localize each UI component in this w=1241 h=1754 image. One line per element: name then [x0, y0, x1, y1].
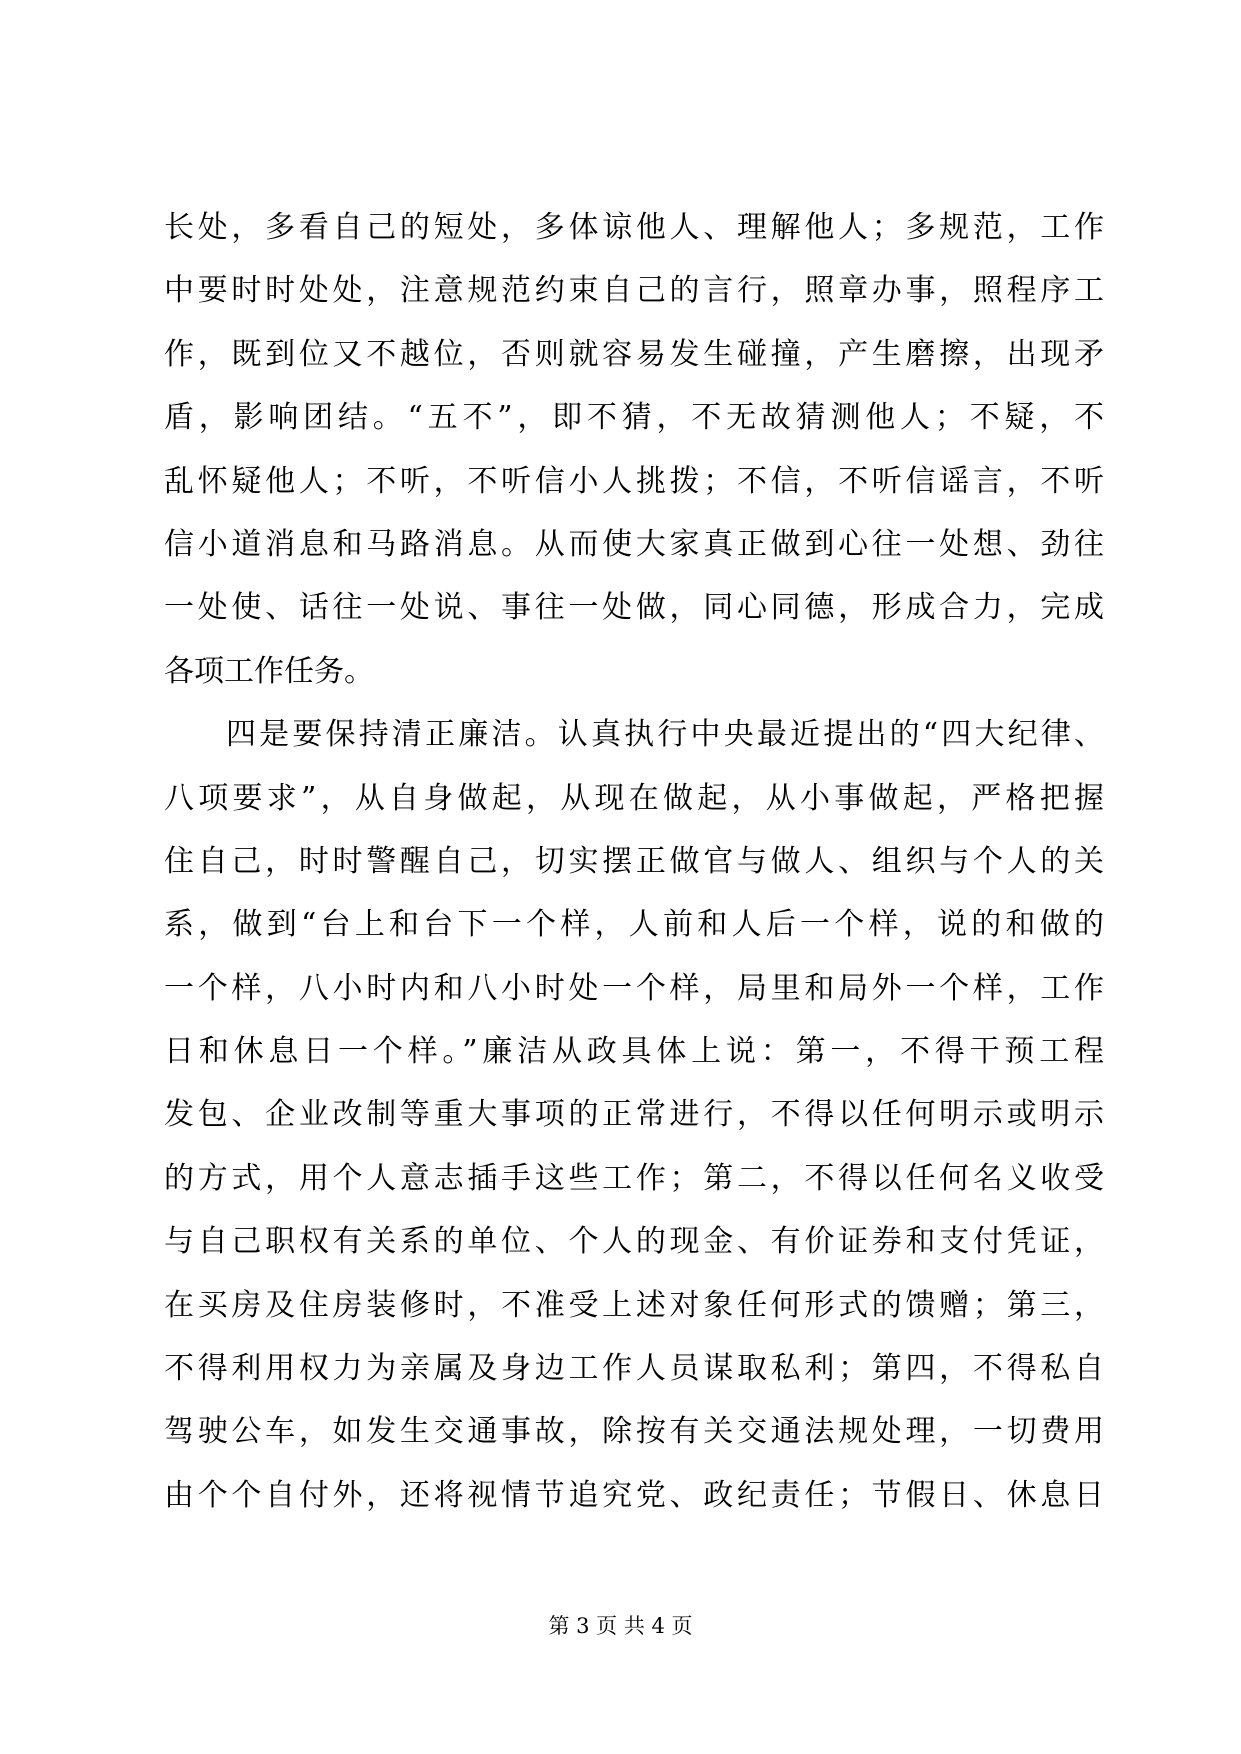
- text-line: 作，既到位又不越位，否则就容易发生碰撞，产生磨擦，出现矛: [164, 336, 1104, 372]
- paragraph-start-line: 四是要保持清正廉洁。认真执行中央最近提出的“四大纪律、: [226, 717, 1104, 753]
- text-line: 系，做到“台上和台下一个样，人前和人后一个样，说的和做的: [164, 907, 1104, 943]
- text-line: 盾，影响团结。“五不”，即不猜，不无故猜测他人；不疑，不: [164, 400, 1104, 436]
- text-line: 与自己职权有关系的单位、个人的现金、有价证券和支付凭证，: [164, 1224, 1104, 1260]
- text-line: 的方式，用个人意志插手这些工作；第二，不得以任何名义收受: [164, 1160, 1104, 1196]
- text-line: 住自己，时时警醒自己，切实摆正做官与做人、组织与个人的关: [164, 843, 1104, 879]
- body-text: [164, 196, 1104, 1527]
- text-line: 中要时时处处，注意规范约束自己的言行，照章办事，照程序工: [164, 273, 1104, 309]
- text-line: 各项工作任务。: [164, 653, 374, 689]
- text-line: 发包、企业改制等重大事项的正常进行，不得以任何明示或明示: [164, 1097, 1104, 1133]
- text-line: 乱怀疑他人；不听，不听信小人挑拨；不信，不听信谣言，不听: [164, 463, 1104, 499]
- text-line: 长处，多看自己的短处，多体谅他人、理解他人；多规范，工作: [164, 210, 1104, 245]
- text-line: 驾驶公车，如发生交通事故，除按有关交通法规处理，一切费用: [164, 1414, 1104, 1450]
- text-line: 信小道消息和马路消息。从而使大家真正做到心往一处想、劲往: [164, 526, 1104, 562]
- text-line: 八项要求”，从自身做起，从现在做起，从小事做起，严格把握: [164, 780, 1104, 816]
- text-line: 由个个自付外，还将视情节追究党、政纪责任；节假日、休息日: [164, 1477, 1104, 1513]
- text-line: 一处使、话往一处说、事往一处做，同心同德，形成合力，完成: [164, 590, 1104, 626]
- text-line: 一个样，八小时内和八小时处一个样，局里和局外一个样，工作: [164, 970, 1104, 1006]
- text-line: 不得利用权力为亲属及身边工作人员谋取私利；第四，不得私自: [164, 1351, 1104, 1387]
- text-line: 在买房及住房装修时，不准受上述对象任何形式的馈赠；第三，: [164, 1287, 1104, 1323]
- text-line: 日和休息日一个样。”廉洁从政具体上说：第一，不得干预工程: [164, 1034, 1104, 1070]
- page-footer: 第 3 页 共 4 页: [548, 1614, 693, 1638]
